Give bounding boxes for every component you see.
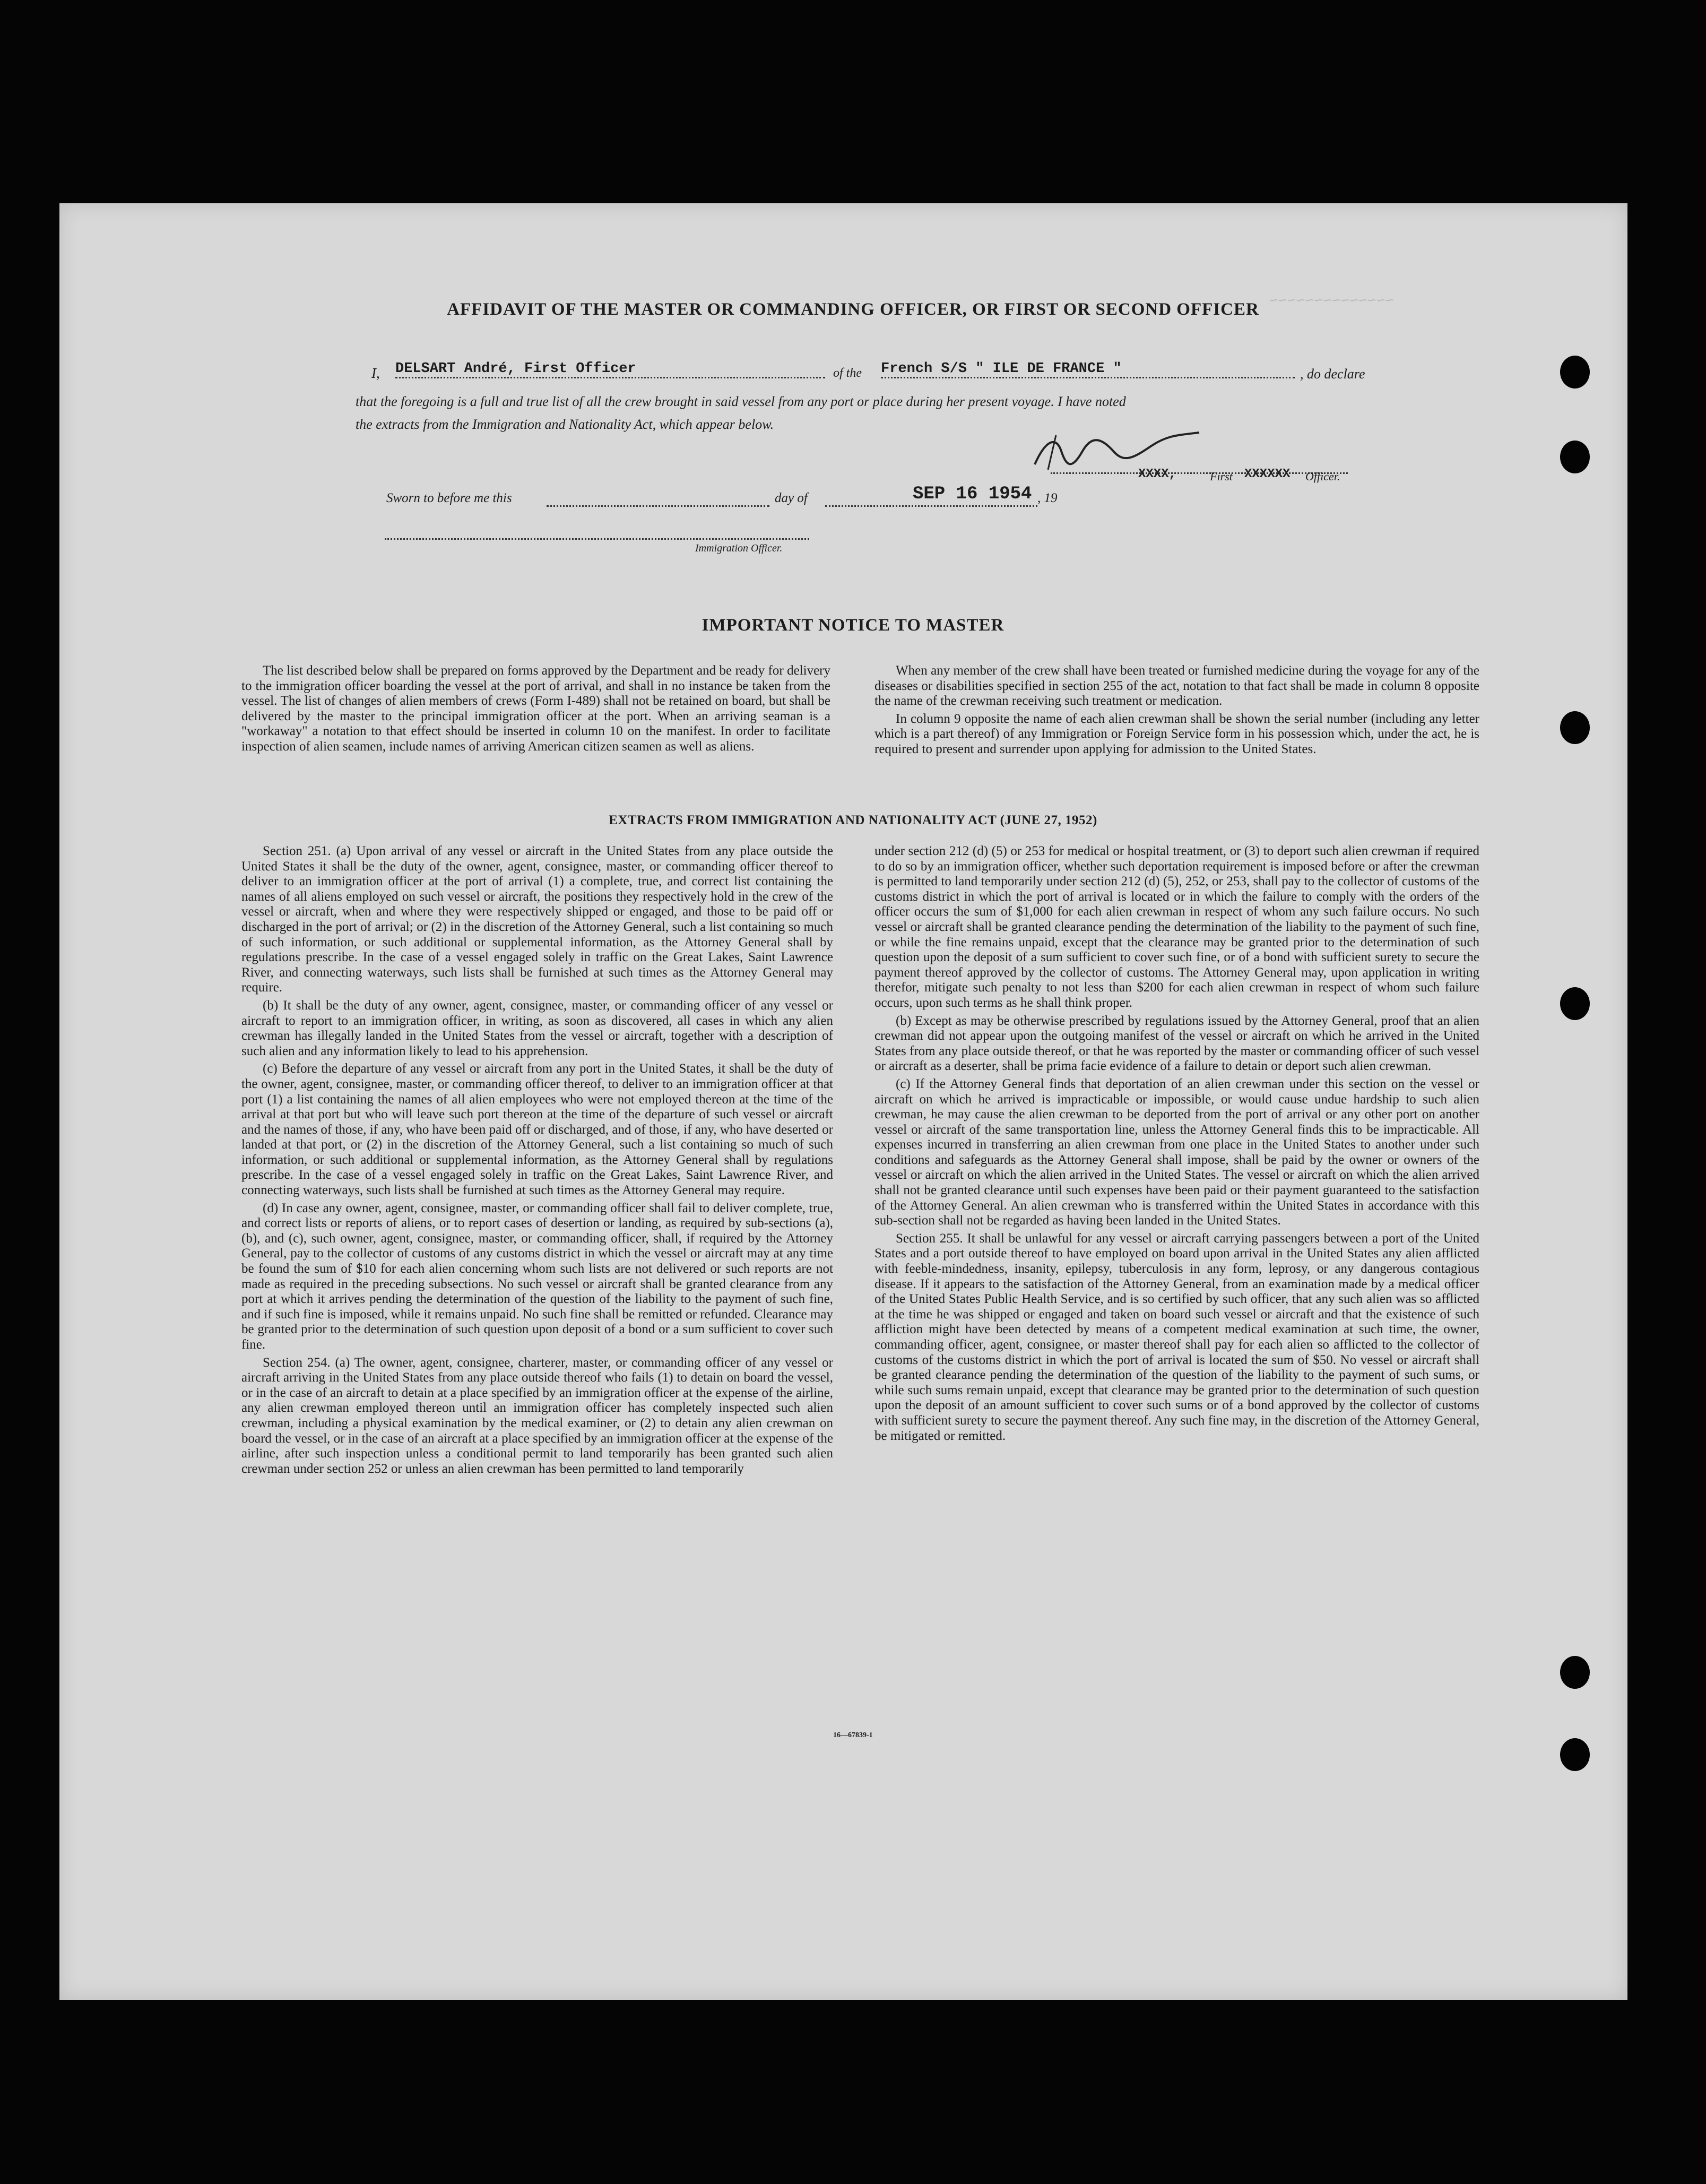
binder-hole [1560, 711, 1590, 744]
extracts-heading: EXTRACTS FROM IMMIGRATION AND NATIONALITY ACT (JUNE 27, 1952) [609, 813, 1097, 827]
officer-name-field: DELSART André, First Officer [395, 361, 825, 378]
struck-text: XXXX, [1138, 467, 1177, 481]
sworn-label: Sworn to before me this [386, 491, 512, 505]
signature-line [1051, 467, 1348, 474]
notice-right-text-2: In column 9 opposite the name of each alien crewman shall be shown the serial number (including any letter which is a part thereof) of any Immigration or Foreign Service form in his possession which, under the act, he is required to present and surrender upon applying for admission to the United States. [874, 711, 1479, 756]
immigration-officer-label: Immigration Officer. [695, 542, 783, 554]
notice-heading: IMPORTANT NOTICE TO MASTER [702, 616, 1004, 635]
bleed-through-text: ~~~~~~~~~~~~~~ [1269, 293, 1395, 310]
of-the-label: of the [833, 366, 862, 380]
extracts-left-column [241, 844, 833, 1477]
section-251-a: Section 251. (a) Upon arrival of any vessel or aircraft in the United States from any place outside the United States it shall be the duty of the owner, agent, consignee, master, or commanding officer thereof to deliver to an immigration officer at the port of arrival (1) a complete, true, and correct list containing the names of all aliens employed on such vessel or aircraft, the positions they respectively hold in the crew of the vessel or aircraft, when and where they were respectively shipped or engaged, and those to be paid off or discharged in the port of arrival; or (2) in the discretion of the Attorney General, such a list containing so much of such information, or such additional or supplemental information, as the Attorney General shall by regulations prescribe. In the case of a vessel engaged solely in traffic on the Great Lakes, Saint Lawrence River, and connecting waterways, such lists shall be furnished at such times as the Attorney General may require. [241, 844, 833, 995]
struck-text: XXXXXX [1244, 467, 1291, 481]
notice-left-column [241, 663, 830, 755]
signature-first-label: First [1210, 470, 1233, 483]
section-254-c: (c) If the Attorney General finds that deportation of an alien crewman under this section on the vessel or aircraft on which he arrived is impracticable or impossible, or would cause undue hardship to such alien crewman, he may cause the alien crewman to be deported from the port of arrival or any other port on another vessel or aircraft of the same transportation line, unless the Attorney General finds this to be impracticable. All expenses incurred in transferring an alien crewman from one place in the United States to another under such conditions and safeguards as the Attorney General shall impose, shall be paid by the owner or owners of the vessel or aircraft on which the alien arrived in the United States. The vessel or aircraft on which the alien arrived shall not be granted clearance until such expenses have been paid or their payment guaranteed to the satisfaction of the Attorney General. An alien crewman who is transferred within the United States in accordance with this sub-section shall not be regarded as having been landed in the United States. [874, 1076, 1479, 1228]
section-251-c: (c) Before the departure of any vessel or aircraft from any port in the United States, it shall be the duty of the owner, agent, consignee, master, or commanding officer thereof, to deliver to an immigration officer at that port (1) a list containing the names of all alien employees who were not employed thereon at the time of the arrival at that port but who will leave such port thereon at the time of the departure of such vessel or aircraft and the names of those, if any, who have been paid off or discharged, and of those, if any, who have deserted or landed at that port, or (2) in the discretion of the Attorney General, such a list containing so much of such information, or such additional or supplemental information, as the Attorney General shall by regulations prescribe. In the case of a vessel engaged solely in traffic on the Great Lakes, Saint Lawrence River, and connecting waterways, such lists shall be furnished at such times as the Attorney General may require. [241, 1061, 833, 1198]
notice-right-text-1: When any member of the crew shall have been treated or furnished medicine during the voyage for any of the diseases or disabilities specified in section 255 of the act, notation to that fact shall be made in column 8 opposite the name of the crewman receiving such treatment or medication. [874, 663, 1479, 709]
binder-hole [1560, 1656, 1590, 1689]
notice-right-column [874, 663, 1479, 757]
section-254-b: (b) Except as may be otherwise prescribed by regulations issued by the Attorney General, proof that an alien crewman did not appear upon the outgoing manifest of the vessel or aircraft on which he arrived in the United States from any place outside thereof, or that he was reported by the master or commanding officer of such vessel or aircraft as a deserter, shall be prima facie evidence of a failure to detain or deport such alien crewman. [874, 1013, 1479, 1074]
day-of-label: day of [775, 491, 808, 505]
section-251-d: (d) In case any owner, agent, consignee, master, or commanding officer shall fail to deliver complete, true, and correct lists or reports of aliens, or to report cases of desertion or landing, as required by sub-sections (a), (b), and (c), such owner, agent, consignee, master, or commanding officer, shall, if required by the Attorney General, pay to the collector of customs of any customs district in which the vessel or aircraft may at any time be found the sum of $10 for each alien concerning whom such lists are not delivered or such reports are not made as required in the preceding subsections. No such vessel or aircraft shall be granted clearance from any port at which it arrives pending the determination of the question of the liability to the payment of such fine, and if such fine is imposed, while it remains unpaid. No such fine shall be remitted or refunded. Clearance may be granted prior to the determination of such question upon deposit of a bond or a sum sufficient to cover such fine. [241, 1201, 833, 1352]
officer-label: Officer. [1305, 470, 1340, 483]
binder-hole [1560, 356, 1590, 389]
sworn-day-line [547, 503, 769, 507]
sworn-month-line [825, 503, 1037, 507]
sworn-date-stamp: SEP 16 1954 [913, 484, 1032, 504]
section-254-a: Section 254. (a) The owner, agent, consignee, charterer, master, or commanding officer of any vessel or aircraft arriving in the United States from any place outside thereof who fails (1) to detain on board the vessel, or in the case of an aircraft to detain at a place specified by an immigration officer at the expense of the airline, any alien crewman employed thereon until an immigration officer has completely inspected such alien crewman, including a physical examination by the medical examiner, or (2) to detain any alien crewman on board the vessel, or in the case of an aircraft at a place specified by an immigration officer at the expense of the airline, after such inspection unless a conditional permit to land temporarily has been granted such alien crewman under section 252 or unless an alien crewman has been permitted to land temporarily [241, 1355, 833, 1476]
do-declare-label: , do declare [1300, 366, 1365, 382]
immigration-officer-line [385, 536, 809, 540]
declaration-line-3: the extracts from the Immigration and Nationality Act, which appear below. [356, 417, 774, 432]
section-251-b: (b) It shall be the duty of any owner, agent, consignee, master, or commanding officer of any vessel or aircraft to report to an immigration officer, in writing, as soon as discovered, all cases in which any alien crewman has illegally landed in the United States from the vessel or aircraft, together with a description of such alien and any information likely to lead to his apprehension. [241, 998, 833, 1058]
declaration-prefix: I, [371, 365, 380, 381]
ship-name-field: French S/S " ILE DE FRANCE " [881, 361, 1295, 378]
extracts-right-column [874, 844, 1479, 1444]
affidavit-title: AFFIDAVIT OF THE MASTER OR COMMANDING OFFICER, OR FIRST OR SECOND OFFICER [447, 300, 1259, 319]
binder-hole [1560, 1738, 1590, 1771]
notice-left-text: The list described below shall be prepared on forms approved by the Department and be ready for delivery to the immigration officer boarding the vessel at the port of arrival, and shall in no instance be taken from the vessel. The list of changes of alien members of crews (Form I-489) shall not be retained on board, but shall be delivered by the master to the principal immigration officer at the port. When an arriving seaman is a "workaway" a notation to that effect should be inserted in column 10 on the manifest. In order to facilitate inspection of alien seamen, include names of arriving American citizen seamen as well as aliens. [241, 663, 830, 754]
section-255: Section 255. It shall be unlawful for any vessel or aircraft carrying passengers between a port of the United States and a port outside thereof to have employed on board upon arrival in the United States any alien afflicted with feeble-mindedness, insanity, epilepsy, tuberculosis in any form, leprosy, or any dangerous contagious disease. If it appears to the satisfaction of the Attorney General, from an examination made by a medical officer of the United States Public Health Service, and is so certified by such officer, that any such alien was so afflicted at the time he was shipped or engaged and taken on board such vessel or aircraft and that the existence of such affliction might have been detected by means of a competent medical examination at such time, the owner, commanding officer, agent, consignee, or master thereof shall pay for each alien so afflicted to the collector of customs of the customs district in which the port of arrival is located the sum of $50. No vessel or aircraft shall be granted clearance pending the determination of the question of the liability to the payment of such sums, or while such sums remain unpaid, except that clearance may be granted prior to the determination of such question upon the deposit of an amount sufficient to cover such sums or of a bond approved by the collector of customs with sufficient surety to secure the payment thereof. Any such fine may, in the discretion of the Attorney General, be mitigated or remitted. [874, 1231, 1479, 1443]
binder-hole [1560, 987, 1590, 1020]
declaration-line-2: that the foregoing is a full and true list of all the crew brought in said vessel from any port or place during her present voyage. I have noted [356, 394, 1126, 409]
year-label: , 19 [1037, 491, 1058, 505]
binder-hole [1560, 441, 1590, 473]
section-254-a-continued: under section 212 (d) (5) or 253 for medical or hospital treatment, or (3) to deport such alien crewman if required to do so by an immigration officer, whether such deportation requirement is imposed before or after the crewman is permitted to land temporarily under section 212 (d) (5), 252, or 253, shall pay to the collector of customs of the customs district in which the port of arrival is located or in which the failure to comply with the orders of the officer occurs the sum of $1,000 for each alien crewman in respect of whom any such failure occurs. No such vessel or aircraft shall be granted clearance pending the determination of the liability to the payment of such fine, or while the fine remains unpaid, except that the clearance may be granted prior to the determination of such question upon the deposit of a sum sufficient to cover such fine, or of a bond with sufficient surety to secure the payment thereof approved by the collector of customs. The Attorney General may, upon application in writing therefor, mitigate such penalty to not less than $200 for each alien crewman in respect of whom such failure occurs, upon such terms as he shall think proper. [874, 844, 1479, 1010]
form-code: 16—67839-1 [833, 1731, 873, 1739]
